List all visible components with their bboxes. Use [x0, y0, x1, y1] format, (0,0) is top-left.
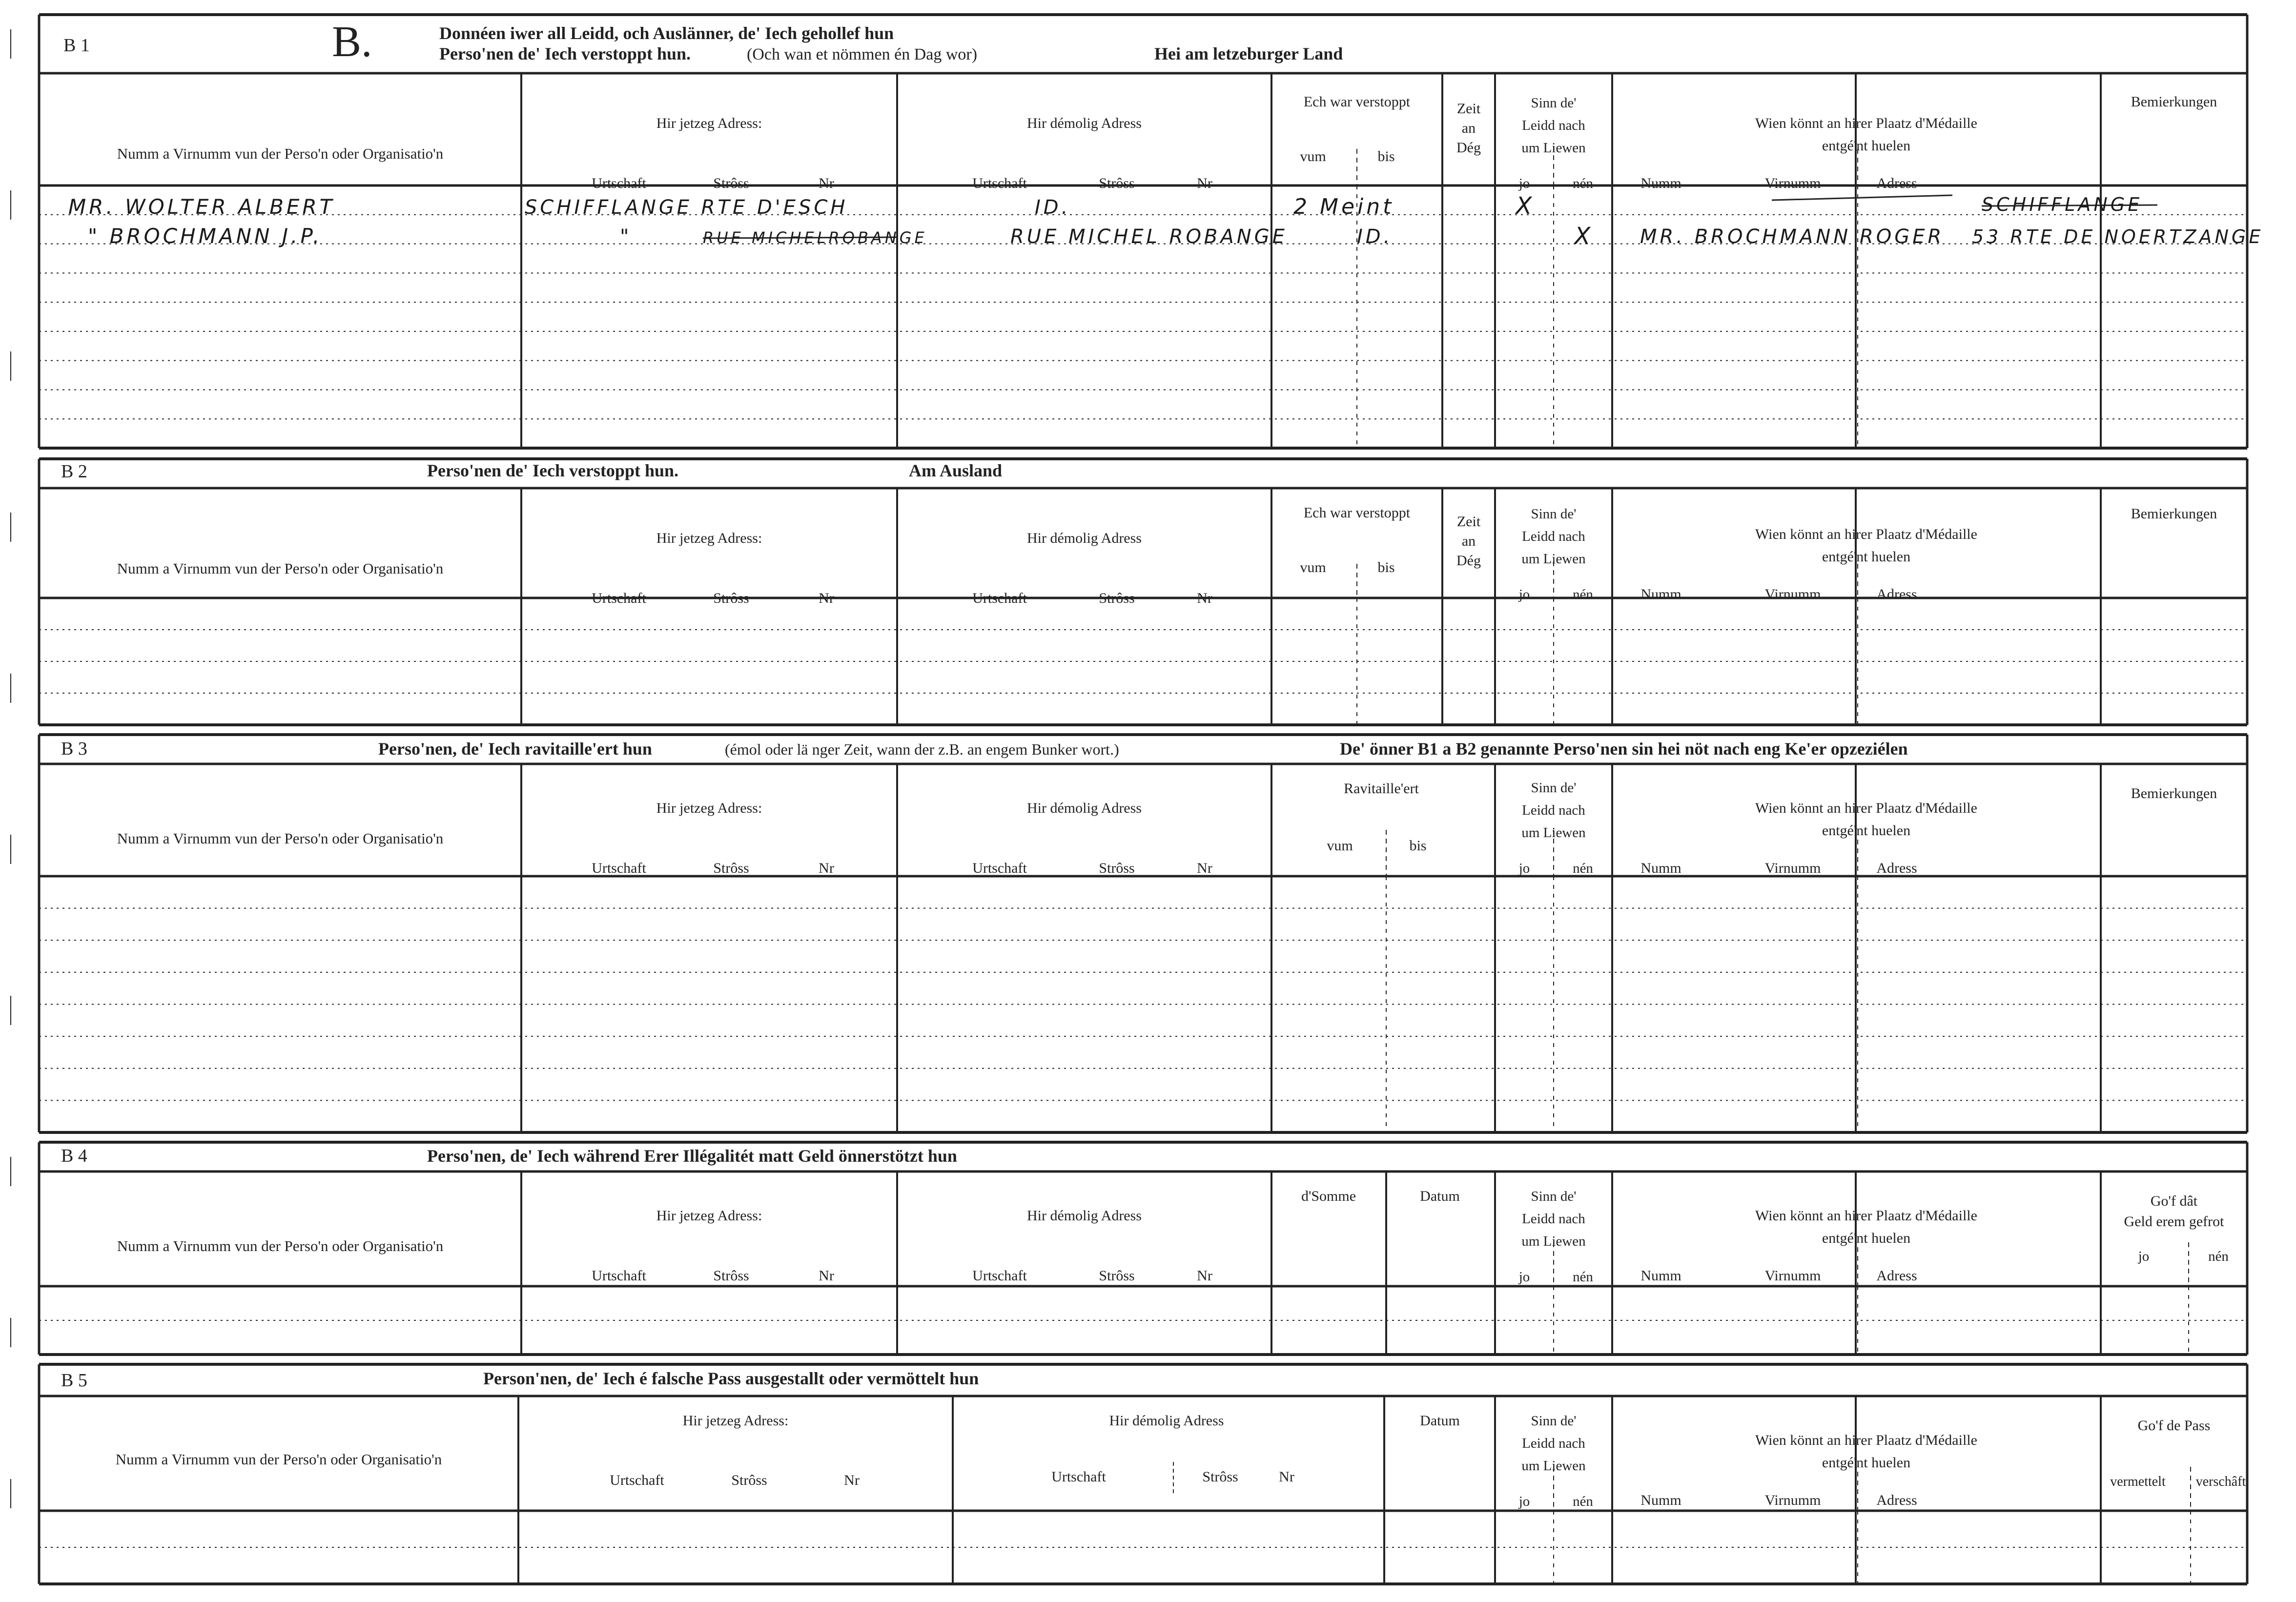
alive-yes-header: jo: [1518, 1494, 1530, 1509]
days-header: an: [1461, 120, 1476, 136]
from-subheader: vum: [1327, 838, 1353, 854]
days-header: Dég: [1456, 553, 1481, 569]
entry-current-struck[interactable]: RUE MICHELROBANGE: [703, 228, 927, 247]
medal-header: entgé'nt huelen: [1822, 1455, 1911, 1471]
medal-name-subheader: Numm: [1640, 860, 1681, 876]
pass-mediated-header: vermettelt: [2110, 1474, 2166, 1489]
pass-header: Go'f de Pass: [2137, 1417, 2211, 1434]
section-title: Donnéen iwer all Leidd, och Auslänner, de' Iech gehollef hun: [439, 23, 894, 43]
section-label: B 2: [61, 461, 87, 482]
medal-firstname-subheader: Virnumm: [1764, 1492, 1821, 1508]
form-letter: B.: [332, 18, 372, 66]
remarks-header: Bemierkungen: [2131, 94, 2217, 110]
number-subheader: Nr: [819, 590, 834, 606]
street-subheader: Strôss: [1099, 590, 1135, 606]
section-label: B 5: [61, 1370, 87, 1391]
number-subheader: Nr: [819, 175, 834, 191]
entry-hidden-from[interactable]: 2 Meint: [1293, 194, 1394, 219]
alive-yes-header: jo: [1518, 587, 1530, 602]
street-subheader: Strôss: [713, 590, 749, 606]
former-address-header: Hir démolig Adress: [1027, 530, 1142, 546]
current-address-header: Hir jetzeg Adress:: [656, 530, 762, 546]
entry-hidden-from[interactable]: ID.: [1357, 226, 1393, 248]
medal-name-subheader: Numm: [1640, 175, 1681, 191]
place-subheader: Urtschaft: [1051, 1469, 1106, 1485]
pass-procured-header: verschâft: [2195, 1474, 2246, 1489]
number-subheader: Nr: [1197, 175, 1212, 191]
to-subheader: bis: [1409, 838, 1427, 854]
section-title: De' önner B1 a B2 genannte Perso'nen sin hei nöt nach eng Ke'er opzeziélen: [1340, 739, 1908, 759]
hidden-period-header: Ech war verstoppt: [1303, 505, 1411, 521]
street-subheader: Strôss: [1099, 860, 1135, 876]
entry-current-address[interactable]: ": [620, 226, 632, 248]
alive-no-header: nén: [1573, 176, 1593, 191]
section-title: Perso'nen de' Iech verstoppt hun.: [439, 44, 691, 63]
alive-header: Sinn de': [1531, 506, 1577, 522]
street-subheader: Strôss: [713, 1268, 749, 1284]
number-subheader: Nr: [1197, 590, 1212, 606]
number-subheader: Nr: [1197, 860, 1212, 876]
medal-header: entgé'nt huelen: [1822, 138, 1911, 154]
money-no-header: nén: [2208, 1249, 2229, 1264]
medal-firstname-subheader: Virnumm: [1764, 860, 1821, 876]
name-column-header: Numm a Virnumm vun der Perso'n oder Organisatio'n: [117, 560, 444, 577]
medal-address-subheader: Adress: [1876, 175, 1917, 191]
from-subheader: vum: [1300, 559, 1326, 575]
alive-header: Leidd nach: [1522, 802, 1585, 818]
section-label: B 3: [61, 739, 87, 759]
supplied-header: Ravitaille'ert: [1344, 780, 1419, 797]
medal-name-subheader: Numm: [1640, 586, 1681, 602]
medal-name-subheader: Numm: [1640, 1492, 1681, 1508]
place-subheader: Urtschaft: [610, 1472, 664, 1488]
date-header: Datum: [1420, 1188, 1460, 1204]
alive-header: um Liewen: [1521, 140, 1586, 156]
from-subheader: vum: [1300, 148, 1326, 164]
name-column-header: Numm a Virnumm vun der Perso'n oder Organisatio'n: [117, 145, 444, 162]
money-asked-header: Geld erem gefrot: [2124, 1213, 2224, 1230]
section-subtitle: (Och wan et nömmen én Dag wor): [747, 45, 978, 63]
current-address-header: Hir jetzeg Adress:: [656, 115, 762, 131]
entry-name[interactable]: " BROCHMANN J.P.: [88, 224, 323, 248]
number-subheader: Nr: [1197, 1268, 1212, 1284]
number-subheader: Nr: [1279, 1469, 1294, 1485]
alive-no-header: nén: [1573, 1494, 1593, 1509]
street-subheader: Strôss: [713, 860, 749, 876]
street-subheader: Strôss: [731, 1472, 767, 1488]
section-title: Perso'nen de' Iech verstoppt hun.: [427, 461, 679, 480]
entry-former-address[interactable]: RUE MICHEL ROBANGE: [1010, 226, 1288, 248]
section-label: B 1: [63, 35, 90, 56]
former-address-header: Hir démolig Adress: [1027, 800, 1142, 816]
alive-header: Sinn de': [1531, 1413, 1577, 1429]
remarks-header: Bemierkungen: [2131, 785, 2217, 801]
medal-address-subheader: Adress: [1876, 586, 1917, 602]
alive-header: Sinn de': [1531, 95, 1577, 111]
place-subheader: Urtschaft: [592, 590, 646, 606]
current-address-header: Hir jetzeg Adress:: [682, 1413, 789, 1429]
medal-firstname-subheader: Virnumm: [1764, 175, 1821, 191]
medal-header: Wien könnt an hirer Plaatz d'Médaille: [1755, 800, 1977, 816]
place-subheader: Urtschaft: [972, 175, 1027, 191]
alive-header: um Liewen: [1521, 1233, 1586, 1249]
place-subheader: Urtschaft: [972, 860, 1027, 876]
number-subheader: Nr: [819, 1268, 834, 1284]
medal-name-subheader: Numm: [1640, 1268, 1681, 1284]
medal-header: entgé'nt huelen: [1822, 549, 1911, 565]
section-title: Perso'nen, de' Iech ravitaille'ert hun: [378, 739, 652, 759]
alive-yes-header: jo: [1518, 1269, 1530, 1285]
place-subheader: Urtschaft: [592, 860, 646, 876]
hidden-period-header: Ech war verstoppt: [1303, 94, 1411, 110]
medal-address-subheader: Adress: [1876, 1268, 1917, 1284]
alive-yes-header: jo: [1518, 176, 1530, 191]
section-title: Am Ausland: [909, 461, 1003, 480]
street-subheader: Strôss: [1202, 1469, 1238, 1485]
days-header: Zeit: [1456, 101, 1481, 117]
alive-header: Leidd nach: [1522, 1436, 1585, 1451]
entry-alive-yes[interactable]: X: [1516, 192, 1535, 220]
entry-alive-no[interactable]: X: [1574, 223, 1594, 250]
days-header: Dég: [1456, 140, 1481, 156]
entry-medal-firstname[interactable]: ROGER: [1860, 226, 1945, 248]
strike-line: [1772, 195, 1952, 200]
entry-medal-struck[interactable]: SCHIFFLANGE: [1982, 194, 2143, 215]
section-title: Hei am letzeburger Land: [1154, 44, 1343, 63]
medal-address-subheader: Adress: [1876, 1492, 1917, 1508]
name-column-header: Numm a Virnumm vun der Perso'n oder Organisatio'n: [117, 1237, 444, 1254]
street-subheader: Strôss: [713, 175, 749, 191]
street-subheader: Strôss: [1099, 1268, 1135, 1284]
entry-medal-address[interactable]: 53 RTE DE NOERTZANGE: [1972, 226, 2264, 247]
number-subheader: Nr: [819, 860, 834, 876]
alive-header: Leidd nach: [1522, 118, 1585, 133]
entry-former-address[interactable]: ID.: [1035, 196, 1071, 219]
money-asked-header: Go'f dât: [2150, 1193, 2198, 1209]
to-subheader: bis: [1377, 148, 1395, 164]
section-title: Perso'nen, de' Iech während Erer Illégalitét matt Geld önnerstötzt hun: [427, 1146, 957, 1166]
sum-header: d'Somme: [1301, 1188, 1356, 1204]
name-column-header: Numm a Virnumm vun der Perso'n oder Organisatio'n: [117, 830, 444, 847]
to-subheader: bis: [1377, 559, 1395, 575]
entry-name[interactable]: MR. WOLTER ALBERT: [68, 195, 335, 219]
entry-current-address[interactable]: SCHIFFLANGE RTE D'ESCH: [525, 196, 848, 219]
name-column-header: Numm a Virnumm vun der Perso'n oder Organisatio'n: [115, 1451, 442, 1468]
alive-no-header: nén: [1573, 1269, 1593, 1285]
money-yes-header: jo: [2138, 1249, 2150, 1264]
medal-header: Wien könnt an hirer Plaatz d'Médaille: [1755, 1432, 1977, 1448]
alive-header: Sinn de': [1531, 780, 1577, 796]
former-address-header: Hir démolig Adress: [1109, 1413, 1224, 1429]
entry-medal-name[interactable]: MR. BROCHMANN: [1640, 226, 1851, 248]
place-subheader: Urtschaft: [592, 1268, 646, 1284]
section-label: B 4: [61, 1146, 87, 1166]
former-address-header: Hir démolig Adress: [1027, 1208, 1142, 1224]
medal-header: entgé'nt huelen: [1822, 822, 1911, 839]
alive-header: Sinn de': [1531, 1189, 1577, 1204]
alive-header: um Liewen: [1521, 825, 1586, 841]
medal-firstname-subheader: Virnumm: [1764, 1268, 1821, 1284]
medal-header: Wien könnt an hirer Plaatz d'Médaille: [1755, 1208, 1977, 1224]
alive-header: um Liewen: [1521, 551, 1586, 567]
place-subheader: Urtschaft: [592, 175, 646, 191]
number-subheader: Nr: [844, 1472, 860, 1488]
alive-header: um Liewen: [1521, 1458, 1586, 1474]
medal-header: Wien könnt an hirer Plaatz d'Médaille: [1755, 526, 1977, 542]
current-address-header: Hir jetzeg Adress:: [656, 1208, 762, 1224]
medal-firstname-subheader: Virnumm: [1764, 586, 1821, 602]
alive-no-header: nén: [1573, 861, 1593, 876]
current-address-header: Hir jetzeg Adress:: [656, 800, 762, 816]
alive-header: Leidd nach: [1522, 529, 1585, 544]
medal-header: entgé'nt huelen: [1822, 1230, 1911, 1246]
section-title: Person'nen, de' Iech é falsche Pass ausgestallt oder vermöttelt hun: [483, 1369, 979, 1388]
days-header: an: [1461, 533, 1476, 549]
alive-header: Leidd nach: [1522, 1211, 1585, 1227]
days-header: Zeit: [1456, 513, 1481, 530]
place-subheader: Urtschaft: [972, 1268, 1027, 1284]
place-subheader: Urtschaft: [972, 590, 1027, 606]
alive-yes-header: jo: [1518, 861, 1530, 876]
medal-header: Wien könnt an hirer Plaatz d'Médaille: [1755, 115, 1977, 131]
date-header: Datum: [1420, 1413, 1460, 1429]
alive-no-header: nén: [1573, 587, 1593, 602]
remarks-header: Bemierkungen: [2131, 506, 2217, 522]
medal-address-subheader: Adress: [1876, 860, 1917, 876]
section-subtitle: (émol oder lä nger Zeit, wann der z.B. an engem Bunker wort.): [725, 740, 1119, 758]
former-address-header: Hir démolig Adress: [1027, 115, 1142, 131]
street-subheader: Strôss: [1099, 175, 1135, 191]
